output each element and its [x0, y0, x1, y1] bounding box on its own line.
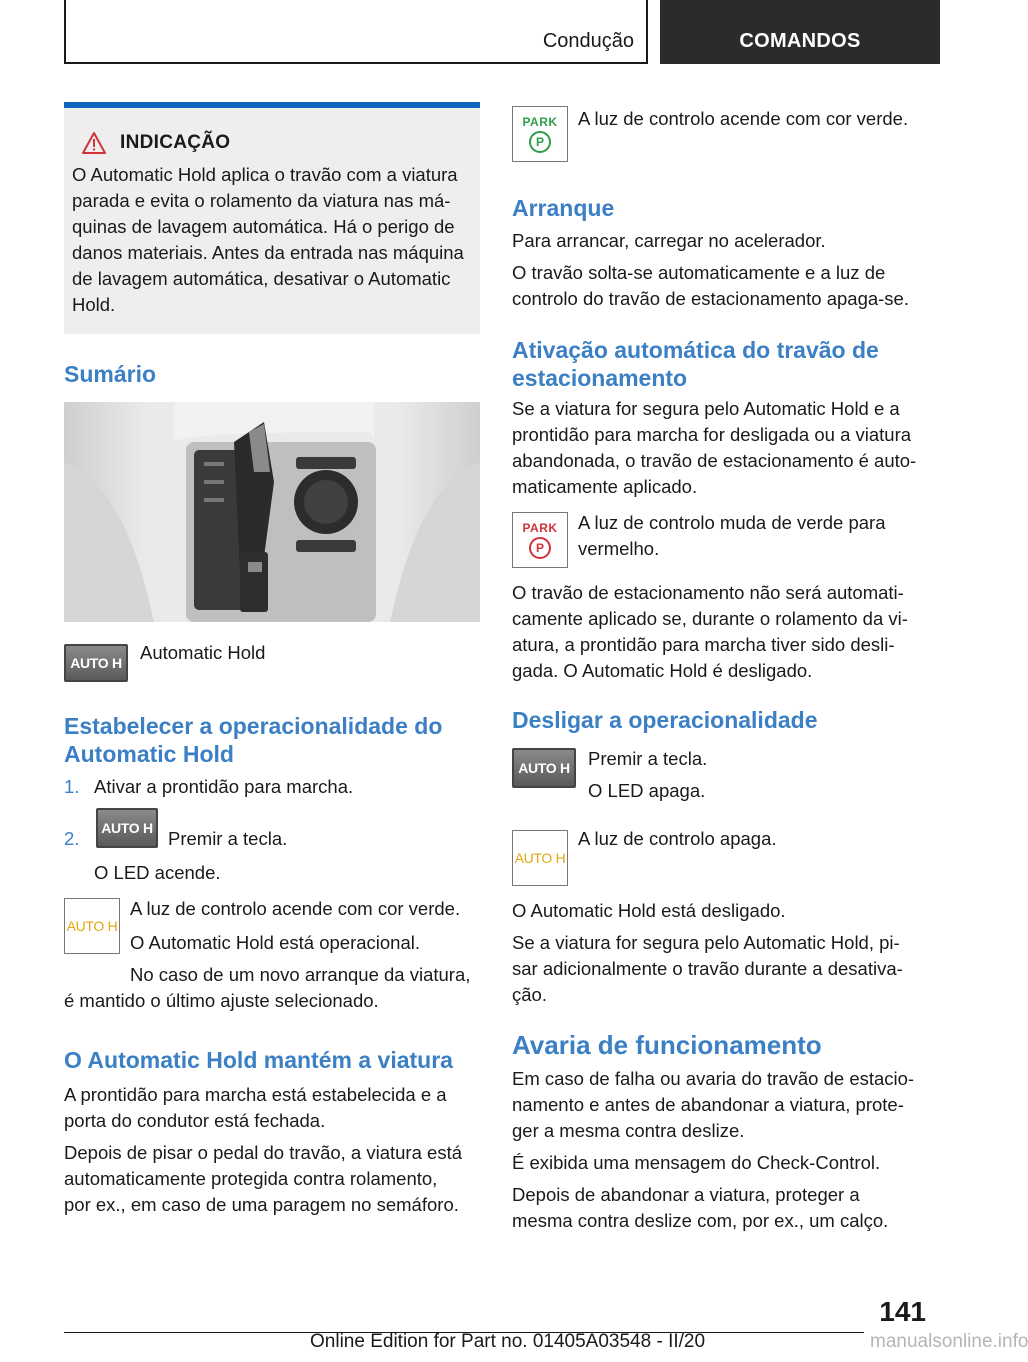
light-off-text: A luz de controlo apaga. — [578, 828, 777, 849]
note-body — [72, 162, 468, 318]
light-green-text: A luz de controlo acende com cor verde. — [130, 898, 461, 919]
park-red-light-icon — [512, 512, 568, 568]
text-line: mesma contra deslize com, por ex., um calço. — [512, 1210, 889, 1231]
fault-paragraph-3 — [512, 1182, 888, 1234]
text-line: prontidão para marcha for desligada ou a viatura — [512, 424, 912, 445]
text-line: porta do condutor está fechada. — [64, 1110, 326, 1131]
text-line: automaticamente protegida contra rolamento, — [64, 1168, 438, 1189]
heading-line: Ativação automática do travão de — [512, 337, 879, 363]
text-line: Depois de abandonar a viatura, proteger a — [512, 1184, 860, 1205]
park-green-text: A luz de controlo acende com cor verde. — [578, 108, 909, 129]
park-icon-text: PARK — [522, 114, 558, 129]
step-1-number: 1. — [64, 776, 80, 797]
auto-park-paragraph — [512, 396, 916, 500]
disable-heading: Desligar a operacionalidade — [512, 707, 818, 733]
text-line: por ex., em caso de uma paragem no semáforo. — [64, 1194, 459, 1215]
note-line: danos materiais. Antes da entrada nas máquina — [72, 242, 464, 263]
text-line: camente aplicado se, durante o rolamento da vi‐ — [512, 608, 908, 629]
auto-h-indicator-light-icon — [64, 898, 120, 954]
heading-line: Estabelecer a operacionalidade do — [64, 713, 443, 739]
auto-h-button-icon: AUTO H — [96, 808, 158, 848]
header-chapter-tab — [660, 0, 940, 64]
header-section-tab — [64, 0, 648, 64]
press-key-text: Premir a tecla. — [588, 748, 708, 769]
establish-heading — [64, 712, 442, 768]
park-green-light-icon — [512, 106, 568, 162]
text-line: Depois de pisar o pedal do travão, a viatura está — [64, 1142, 462, 1163]
text-line: controlo do travão de estacionamento apaga-se. — [512, 288, 909, 309]
fault-paragraph-2: É exibida uma mensagem do Check-Control. — [512, 1152, 881, 1173]
warning-note — [64, 102, 480, 334]
text-line: Se a viatura for segura pelo Automatic Hold, pi‐ — [512, 932, 900, 953]
operational-text: O Automatic Hold está operacional. — [130, 932, 420, 953]
note-line: parada e evita o rolamento da viatura nas má‐ — [72, 190, 451, 211]
text-line: namento e antes de abandonar a viatura, prote‐ — [512, 1094, 904, 1115]
note-line: de lavagem automática, desativar o Automatic — [72, 268, 451, 289]
text-line: Em caso de falha ou avaria do travão de estacio‐ — [512, 1068, 915, 1089]
note-line: Hold. — [72, 294, 116, 315]
note-title: INDICAÇÃO — [120, 132, 231, 153]
park-p-icon: P — [529, 131, 551, 153]
sumario-heading: Sumário — [64, 361, 157, 387]
center-console-photo — [64, 402, 480, 622]
note-header — [82, 132, 468, 154]
text-line: O travão de estacionamento não será automati‐ — [512, 582, 904, 603]
text-line: gada. O Automatic Hold é desligado. — [512, 660, 813, 681]
text-line: A prontidão para marcha está estabelecida e a — [64, 1084, 447, 1105]
park-red-text — [578, 510, 886, 562]
warning-triangle-icon — [82, 132, 106, 154]
park-icon-text: PARK — [522, 520, 558, 535]
disabled-text: O Automatic Hold está desligado. — [512, 900, 786, 921]
step-2-text: Premir a tecla. — [168, 828, 288, 849]
text-line: maticamente aplicado. — [512, 476, 698, 497]
holds-paragraph-1 — [64, 1082, 447, 1134]
footer-watermark: manualsonline.info — [870, 1331, 1028, 1352]
note-line: O Automatic Hold aplica o travão com a viatura — [72, 164, 458, 185]
text-line: O travão solta-se automaticamente e a luz de — [512, 262, 886, 283]
text-line: sar adicionalmente o travão durante a desativa‐ — [512, 958, 903, 979]
text-line: Se a viatura for segura pelo Automatic Hold e a — [512, 398, 900, 419]
heading-line: Automatic Hold — [64, 741, 234, 767]
step-2-number: 2. — [64, 828, 80, 849]
step-1-text: Ativar a prontidão para marcha. — [94, 776, 354, 797]
header-section: Condução — [542, 30, 634, 52]
new-start-text: No caso de um novo arranque da viatura, — [130, 964, 471, 985]
text-line: vermelho. — [578, 538, 660, 559]
new-start-text-cont: é mantido o último ajuste selecionado. — [64, 990, 379, 1011]
arranque-text-1: Para arrancar, carregar no acelerador. — [512, 230, 826, 251]
auto-h-indicator-off-icon — [512, 830, 568, 886]
holds-heading: O Automatic Hold mantém a viatura — [64, 1047, 453, 1073]
text-line: A luz de controlo muda de verde para — [578, 512, 886, 533]
auto-park-heading — [512, 336, 879, 392]
text-line: atura, a prontidão para marcha tiver sido desli‐ — [512, 634, 895, 655]
fault-paragraph-1 — [512, 1066, 914, 1144]
arranque-heading: Arranque — [512, 195, 615, 221]
heading-line: estacionamento — [512, 365, 688, 391]
page-number: 141 — [879, 1296, 926, 1327]
auto-h-indicator-text: AUTO H — [514, 850, 566, 866]
led-off-text: O LED apaga. — [588, 780, 706, 801]
fault-heading: Avaria de funcionamento — [512, 1030, 822, 1060]
holds-paragraph-2 — [64, 1140, 462, 1218]
auto-hold-label: Automatic Hold — [140, 642, 266, 663]
center-console-illustration — [64, 402, 480, 622]
led-on-text: O LED acende. — [94, 862, 221, 883]
auto-h-indicator-text: AUTO H — [66, 918, 118, 934]
disabled-paragraph — [512, 930, 903, 1008]
header-chapter: COMANDOS — [739, 30, 861, 52]
footer-edition: Online Edition for Part no. 01405A03548 - II/20 — [310, 1331, 706, 1352]
text-line: ção. — [512, 984, 547, 1005]
arranque-text-2 — [512, 260, 909, 312]
text-line: ger a mesma contra deslize. — [512, 1120, 745, 1141]
not-applied-paragraph — [512, 580, 908, 684]
auto-h-button-icon: AUTO H — [512, 748, 576, 788]
text-line: abandonada, o travão de estacionamento é auto‐ — [512, 450, 917, 471]
auto-h-button-icon: AUTO H — [64, 644, 128, 682]
note-line: quinas de lavagem automática. Há o perigo de — [72, 216, 455, 237]
park-p-icon: P — [529, 537, 551, 559]
